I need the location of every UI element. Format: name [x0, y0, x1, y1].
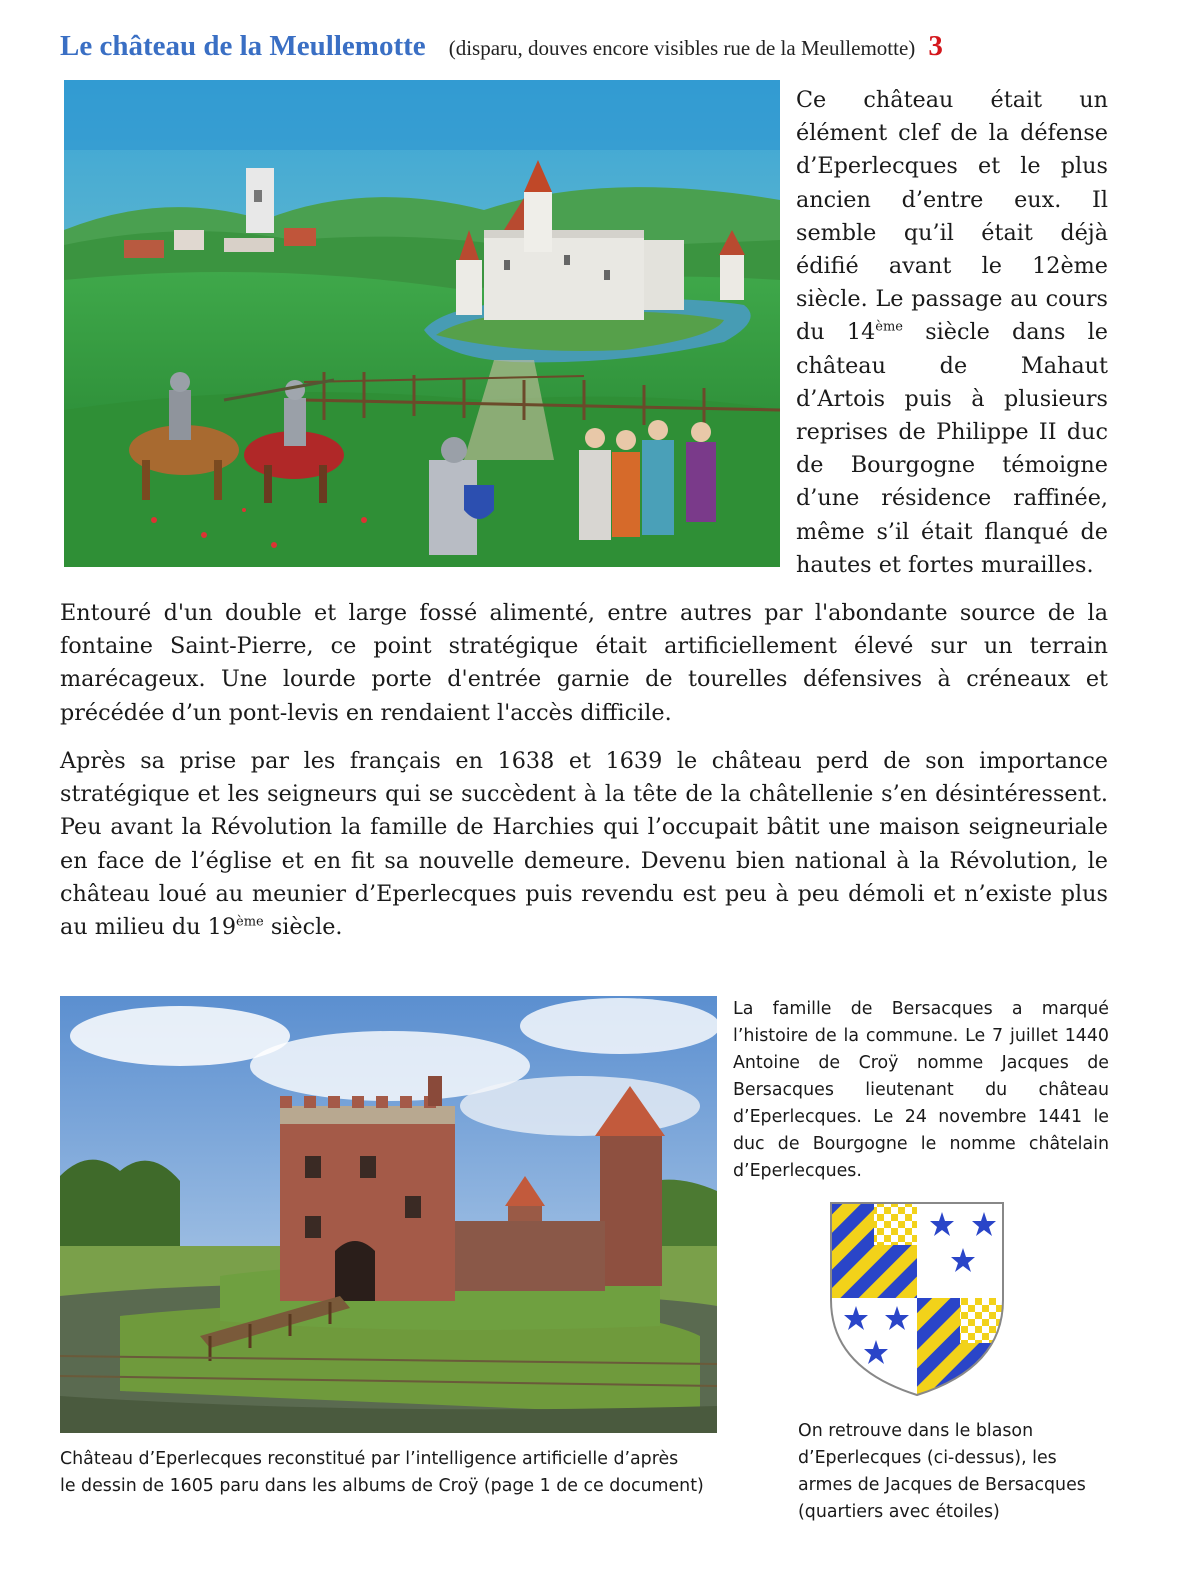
photo-caption	[60, 1446, 740, 1500]
coat-of-arms-image	[828, 1200, 1006, 1398]
page-title: Le château de la Meullemotte	[60, 30, 426, 62]
page-subtitle: (disparu, douves encore visibles rue de la Meullemotte)	[448, 36, 916, 60]
blason-caption-line-2: d’Eperlecques (ci-dessus), les	[798, 1448, 1057, 1468]
blason-caption-line-4: (quartiers avec étoiles)	[798, 1502, 1000, 1522]
bersacques-family-text: La famille de Bersacques a marqué l’histoire de la commune. Le 7 juillet 1440 Antoine de Croÿ nomme Jacques de Bersacques lieutenant du château d’Eperlecques. Le 24 novembre 1441 le duc de Bourgogne le nomme châtelain d’Eperlecques.	[733, 999, 1109, 1181]
paragraph-moat: Entouré d'un double et large fossé alimenté, entre autres par l'abondante source de la fontaine Saint-Pierre, ce point stratégique était artificiellement élevé sur un terrain marécageux. Une lourde porte d'entrée garnie de tourelles défensives à créneaux et précédée d’un pont-levis en rendaient l'accès difficile.	[60, 600, 1108, 726]
castle-painting-image	[64, 80, 780, 567]
page-number: 3	[928, 30, 943, 62]
blason-caption-line-1: On retrouve dans le blason	[798, 1421, 1034, 1441]
photo-caption-line-1: Château d’Eperlecques reconstitué par l’intelligence artificielle d’après	[60, 1449, 679, 1469]
blason-caption-line-3: armes de Jacques de Bersacques	[798, 1475, 1086, 1495]
intro-text: Ce château était un élément clef de la défense d’Eperlecques et le plus ancien d’entre eux. Il semble qu’il était déjà édifié avant le 12ème siècle. Le passage au cours du 14ème siècle dans le château de Mahaut d’Artois puis à plusieurs reprises de Philippe II duc de Bourgogne témoigne d’une résidence raffinée, même s’il était flanqué de hautes et fortes murailles.	[796, 87, 1109, 578]
paragraph-history: Après sa prise par les français en 1638 et 1639 le château perd de son importance stratégique et les seigneurs qui se succèdent à la tête de la châtellenie s’en désintéressent. Peu avant la Révolution la famille de Harchies qui l’occupait bâtit une maison seigneuriale en face de l’église et en fit sa nouvelle demeure. Devenu bien national à la Révolution, le château loué au meunier d’Eperlecques puis revendu est peu à peu démoli et n’existe plus au milieu du 19ème siècle.	[60, 748, 1108, 941]
photo-caption-line-2: le dessin de 1605 paru dans les albums de Croÿ (page 1 de ce document)	[60, 1476, 704, 1496]
page-header	[60, 30, 1120, 70]
castle-reconstruction-photo	[60, 996, 717, 1433]
blason-caption	[798, 1418, 1118, 1526]
